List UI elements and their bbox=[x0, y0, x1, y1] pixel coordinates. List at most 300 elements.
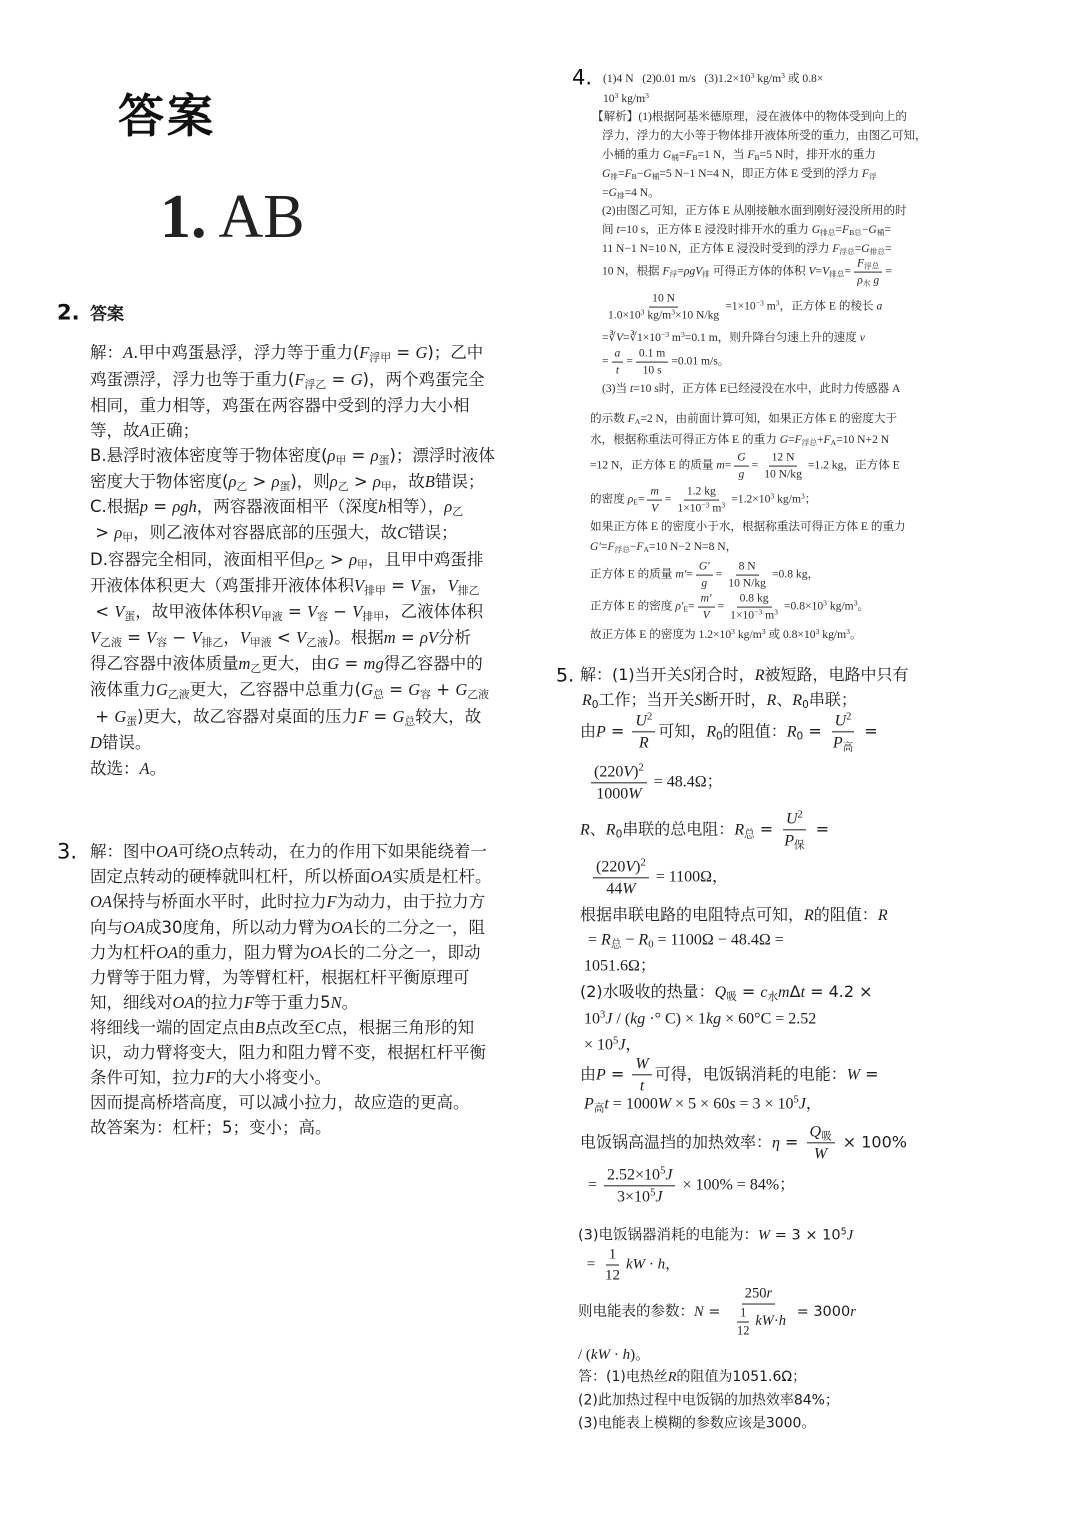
math-variable: R bbox=[792, 691, 803, 709]
solution-line bbox=[592, 110, 907, 124]
math-variable: OA bbox=[90, 892, 112, 912]
text-run: )；漂浮时液体 bbox=[389, 446, 495, 466]
math-variable: R bbox=[766, 691, 777, 709]
math-variable: F bbox=[205, 1068, 216, 1088]
superscript: 3 bbox=[846, 626, 850, 636]
math-variable: ρ bbox=[329, 472, 338, 492]
math-variable: V bbox=[410, 576, 421, 596]
fraction-denominator bbox=[636, 733, 652, 753]
text-run: 小桶的重力 bbox=[602, 148, 663, 162]
math-variable: c bbox=[760, 983, 768, 1001]
solution-line bbox=[590, 485, 816, 516]
text-run: (3)电能表上模糊的参数应该是3000。 bbox=[578, 1415, 816, 1432]
question-1-answer bbox=[160, 183, 305, 251]
solution-line bbox=[584, 1094, 822, 1113]
math-variable: P bbox=[596, 723, 606, 741]
text-run: kg/m bbox=[819, 628, 847, 642]
subscript: 桶 bbox=[671, 153, 679, 163]
text-run: = bbox=[626, 354, 633, 368]
text-run: =10 s时，正方体 E已经浸没在水中，此时力传感器 A bbox=[633, 382, 901, 396]
math-variable: V bbox=[295, 628, 307, 648]
math-variable: S bbox=[682, 666, 691, 684]
math-variable: G bbox=[392, 707, 405, 727]
math-variable: J bbox=[665, 1166, 673, 1184]
math-variable: J bbox=[846, 1227, 854, 1244]
subscript: 甲 bbox=[357, 558, 368, 572]
solution-line bbox=[90, 892, 485, 912]
superscript: −3 bbox=[660, 329, 670, 339]
text-run: (2)由图乙可知，正方体 E 从刚接触水面到刚好浸没所用的时 bbox=[602, 204, 907, 218]
solution-line bbox=[590, 540, 737, 554]
math-variable: G bbox=[455, 680, 468, 700]
math-variable: r bbox=[766, 1285, 773, 1302]
solution-line bbox=[90, 1093, 470, 1113]
text-run: / ( bbox=[578, 1347, 591, 1363]
math-variable: G bbox=[327, 654, 340, 674]
fraction-numerator bbox=[636, 347, 668, 363]
text-run: = bbox=[664, 492, 672, 506]
subscript: 吸 bbox=[821, 1131, 832, 1143]
text-run: .甲中鸡蛋悬浮，浮力等于重力( bbox=[133, 343, 360, 363]
text-run: (2)水吸收的热量： bbox=[580, 981, 715, 1001]
math-variable: P bbox=[596, 1066, 606, 1084]
subscript: 0 bbox=[796, 730, 804, 743]
math-variable: V bbox=[625, 858, 636, 876]
text-run: × 100% = 84%； bbox=[678, 1176, 796, 1194]
superscript: 3 bbox=[731, 626, 735, 636]
text-run: =10 s，正方体 E 浸没时排开水的重力 bbox=[619, 223, 812, 237]
fraction-denominator bbox=[602, 1266, 623, 1285]
text-run: 开液体体积更大（鸡蛋排开液体体积 bbox=[90, 576, 354, 596]
fraction-denominator bbox=[830, 733, 856, 753]
math-variable: kg bbox=[630, 1010, 646, 1028]
text-run: ) bbox=[635, 858, 641, 876]
fraction bbox=[830, 711, 856, 752]
subscript: 乙液 bbox=[306, 636, 328, 650]
text-run: = bbox=[724, 458, 732, 472]
fraction bbox=[636, 347, 668, 378]
text-run: × 100% bbox=[837, 1132, 907, 1152]
fraction bbox=[674, 485, 728, 516]
subscript: 乙液 bbox=[167, 688, 190, 702]
text-run: kg/m bbox=[774, 492, 801, 506]
fraction bbox=[632, 711, 655, 752]
text-run: × 60°C = 2.52 bbox=[721, 1010, 817, 1028]
math-variable: F bbox=[794, 433, 802, 447]
math-variable: G bbox=[156, 680, 168, 700]
superscript: 2 bbox=[646, 711, 653, 723]
text-run: > bbox=[90, 523, 115, 543]
subscript: 0 bbox=[716, 730, 723, 743]
text-run: 等，故 bbox=[90, 421, 140, 441]
math-variable: t bbox=[615, 363, 620, 377]
superscript: 2 bbox=[797, 809, 803, 821]
text-run: = bbox=[736, 981, 761, 1001]
text-run: 的阻值： bbox=[813, 904, 878, 924]
text-run: ； bbox=[804, 492, 817, 506]
text-run: =0.8 kg， bbox=[771, 567, 820, 581]
subscript: 总 bbox=[744, 828, 755, 841]
math-variable: G′ bbox=[590, 540, 601, 554]
fraction-numerator bbox=[604, 1165, 675, 1186]
math-variable: G bbox=[361, 680, 374, 700]
math-variable: h bbox=[778, 1313, 786, 1330]
subscript: B bbox=[692, 153, 698, 163]
text-run: ，乙液体体积 bbox=[384, 602, 484, 622]
superscript: 3 bbox=[781, 70, 785, 80]
text-run: (2)此加热过程中电饭锅的加热效率84%； bbox=[578, 1392, 839, 1409]
text-run: 电饭锅高温挡的加热效率： bbox=[580, 1132, 773, 1152]
text-run: = bbox=[605, 1064, 630, 1084]
math-variable: kg bbox=[706, 1010, 722, 1028]
text-run: 故答案为：杠杆；5；变小；高。 bbox=[90, 1118, 332, 1138]
text-run: 1 bbox=[740, 1305, 747, 1320]
fraction bbox=[725, 560, 769, 591]
subscript: 排总 bbox=[869, 247, 885, 257]
text-run: 根据串联电路的电阻特点可知， bbox=[580, 904, 805, 924]
text-run: 3×10 bbox=[617, 1188, 651, 1206]
superscript: 5 bbox=[793, 1094, 799, 1106]
math-variable: g bbox=[873, 273, 880, 287]
text-run: kg/m bbox=[734, 628, 762, 642]
math-variable: V bbox=[623, 763, 634, 781]
math-variable: A bbox=[139, 759, 150, 779]
text-run: = 48.4Ω； bbox=[649, 773, 723, 791]
solution-line bbox=[578, 1416, 815, 1433]
solution-line bbox=[90, 1068, 331, 1088]
solution-line bbox=[90, 1043, 486, 1063]
text-run: = 1000 bbox=[608, 1095, 658, 1113]
text-run: 10 N，根据 bbox=[602, 264, 663, 278]
subscript: 浮总 bbox=[614, 545, 630, 555]
fraction-numerator bbox=[647, 485, 661, 501]
math-variable: F bbox=[662, 264, 670, 278]
text-run: 的示数 bbox=[590, 412, 628, 426]
subscript: E bbox=[633, 497, 638, 507]
text-run: = bbox=[383, 680, 409, 700]
subscript: 水 bbox=[767, 991, 779, 1004]
text-run: 2.52×10 bbox=[607, 1166, 661, 1184]
math-variable: G bbox=[350, 370, 363, 390]
superscript: 3 bbox=[680, 329, 685, 339]
solution-line bbox=[582, 690, 857, 710]
fraction-denominator bbox=[605, 308, 722, 323]
text-run: 等于重力5 bbox=[254, 993, 331, 1013]
text-run: 的阻值为1051.6Ω； bbox=[676, 1369, 807, 1386]
math-variable: J bbox=[655, 1188, 663, 1206]
math-variable: R bbox=[877, 906, 888, 924]
text-run: =5 N−1 N=4 N，即正方体 E 受到的浮力 bbox=[659, 167, 862, 181]
superscript: 3 bbox=[815, 626, 820, 636]
solution-line bbox=[602, 129, 927, 143]
text-run: 【解析】(1)根据阿基米德原理，浸在液体中的物体受到向上的 bbox=[592, 110, 907, 124]
subscript: 容 bbox=[420, 688, 432, 702]
math-variable: G bbox=[861, 242, 870, 256]
text-run: + bbox=[816, 433, 824, 447]
fraction-denominator bbox=[603, 879, 638, 899]
math-variable: R bbox=[580, 821, 590, 839]
text-run: 被短路，电路中只有 bbox=[764, 664, 909, 684]
superscript: 3 bbox=[600, 1009, 606, 1021]
fraction-denominator bbox=[637, 1076, 647, 1096]
text-run: kg/m bbox=[826, 599, 854, 613]
text-run: 或 0.8× bbox=[784, 72, 824, 86]
math-variable: V bbox=[239, 628, 250, 648]
solution-line bbox=[90, 421, 199, 441]
subscript: B总 bbox=[849, 228, 862, 238]
question-number: 2. bbox=[57, 300, 80, 325]
math-variable: kW bbox=[625, 1256, 646, 1273]
subscript: 浮乙 bbox=[304, 378, 327, 392]
text-run: > bbox=[247, 472, 272, 492]
math-variable: W bbox=[657, 1095, 672, 1113]
superscript: −3 bbox=[701, 500, 710, 510]
solution-line bbox=[90, 472, 484, 492]
text-run: × 5 × 60 bbox=[671, 1095, 730, 1113]
solution-line bbox=[602, 204, 907, 218]
solution-line bbox=[90, 1118, 332, 1138]
text-run: =1.2×10 bbox=[731, 492, 771, 506]
text-run: 或 0.8×10 bbox=[765, 628, 816, 642]
solution-line bbox=[584, 930, 784, 949]
text-run: = bbox=[715, 567, 723, 581]
subscript: E bbox=[683, 604, 689, 614]
math-variable: R bbox=[667, 1370, 677, 1386]
text-run: 串联； bbox=[808, 689, 857, 709]
math-variable: J bbox=[618, 1036, 626, 1054]
text-run: 的阻值： bbox=[722, 721, 787, 741]
subscript: 蛋 bbox=[124, 610, 136, 624]
solution-line bbox=[578, 1227, 853, 1244]
math-variable: D bbox=[90, 733, 102, 753]
superscript: 3 bbox=[775, 298, 780, 308]
text-run: 为动力，由于拉力方 bbox=[336, 892, 486, 912]
solution-line bbox=[602, 223, 891, 237]
math-variable: J bbox=[798, 1095, 806, 1113]
text-run: 由 bbox=[580, 721, 597, 741]
superscript: 3 bbox=[774, 607, 778, 617]
text-run: 。 bbox=[849, 628, 862, 642]
question-number: 3. bbox=[57, 839, 78, 864]
solution-line bbox=[580, 809, 829, 850]
subscript: 甲 bbox=[335, 454, 347, 468]
text-run: 。 bbox=[341, 993, 359, 1013]
text-run: 则电能表的参数： bbox=[578, 1303, 694, 1320]
math-variable: OA bbox=[123, 918, 145, 938]
text-run: =5 N时，排开水的重力 bbox=[759, 148, 876, 162]
text-run: =4 N。 bbox=[624, 186, 660, 200]
text-run: 水，根据称重法可得正方体 E 的重力 bbox=[590, 433, 780, 447]
solution-line bbox=[584, 1009, 816, 1028]
text-run: 更大，乙容器中总重力( bbox=[189, 680, 362, 700]
math-variable: ρ bbox=[857, 273, 863, 287]
fraction-denominator bbox=[761, 467, 805, 482]
subscript: 桶 bbox=[876, 228, 885, 238]
text-run: ，两容器液面相平（深度 bbox=[196, 497, 379, 517]
math-variable: W bbox=[758, 1227, 771, 1244]
math-variable: F bbox=[861, 167, 869, 181]
subscript: 水 bbox=[862, 278, 871, 288]
fraction-denominator bbox=[727, 608, 781, 623]
text-run: = bbox=[618, 167, 625, 181]
solution-line bbox=[90, 497, 463, 517]
math-variable: h bbox=[657, 1256, 666, 1273]
subscript: 高 bbox=[593, 1103, 605, 1115]
text-run: 力臂等于阻力臂，为等臂杠杆，根据杠杆平衡原理可 bbox=[90, 968, 470, 988]
math-variable: ρ bbox=[370, 446, 379, 466]
text-run: ，正方体 E 的棱长 bbox=[779, 299, 877, 313]
subscript: 排 bbox=[616, 191, 625, 201]
text-run: )；乙中 bbox=[427, 343, 484, 363]
text-run: 1051.6Ω； bbox=[584, 957, 656, 975]
text-run: = bbox=[678, 148, 686, 162]
math-variable: G bbox=[608, 186, 617, 200]
solution-line bbox=[90, 733, 151, 753]
math-variable: G bbox=[643, 167, 652, 181]
text-run: = bbox=[148, 497, 173, 517]
math-variable: F bbox=[244, 993, 255, 1013]
text-run: = bbox=[859, 721, 878, 741]
text-run: 12 N bbox=[771, 450, 795, 464]
text-run: =1×10 bbox=[725, 299, 756, 313]
fraction-numerator bbox=[593, 857, 649, 878]
text-run: 鸡蛋漂浮，浮力也等于重力( bbox=[90, 370, 295, 390]
math-variable: V bbox=[447, 576, 458, 596]
text-run: = bbox=[754, 819, 779, 839]
fraction-numerator bbox=[632, 711, 655, 732]
text-run: 1.2 kg bbox=[686, 484, 716, 498]
solution-line bbox=[590, 433, 889, 447]
fraction-denominator bbox=[728, 1305, 789, 1339]
text-run: 10 N/kg bbox=[728, 576, 766, 590]
solution-line bbox=[602, 148, 876, 162]
math-variable: t bbox=[800, 983, 806, 1001]
text-run: 错误； bbox=[434, 472, 485, 492]
fraction bbox=[807, 1122, 835, 1163]
subscript: 乙 bbox=[337, 480, 349, 494]
math-variable: ρ bbox=[114, 523, 123, 543]
math-variable: P bbox=[832, 734, 843, 752]
solution-line bbox=[90, 654, 483, 674]
text-run: Δ bbox=[789, 981, 801, 1001]
text-run: = 3 × 10 bbox=[735, 1095, 794, 1113]
text-run: 的拉力 bbox=[194, 993, 244, 1013]
text-run: =0.1 m，则升降台匀速上升的速度 bbox=[684, 331, 860, 345]
math-variable: V bbox=[191, 628, 202, 648]
text-run: = bbox=[884, 242, 892, 256]
subscript: 桶 bbox=[651, 172, 660, 182]
text-run: 可知， bbox=[658, 721, 707, 741]
fraction-numerator bbox=[736, 560, 759, 576]
math-variable: F bbox=[359, 343, 370, 363]
superscript: 3 bbox=[770, 491, 775, 501]
subscript: 总 bbox=[610, 939, 622, 951]
math-variable: m bbox=[238, 654, 251, 674]
text-run: = bbox=[584, 1176, 602, 1194]
subscript: 浮 bbox=[669, 269, 678, 279]
math-variable: C bbox=[397, 523, 409, 543]
math-variable: p bbox=[139, 497, 149, 517]
fraction-denominator bbox=[613, 363, 622, 378]
text-run: 12 bbox=[737, 1323, 750, 1338]
math-variable: G bbox=[114, 707, 127, 727]
text-run: = bbox=[751, 458, 759, 472]
text-run: 250 bbox=[744, 1285, 767, 1302]
math-variable: Q bbox=[809, 1123, 822, 1141]
subscript: 排甲 bbox=[362, 610, 385, 624]
text-run: kg/m bbox=[644, 308, 672, 322]
subscript: 排总 bbox=[829, 269, 845, 279]
text-run: 10 s bbox=[642, 363, 662, 377]
fraction bbox=[604, 1165, 675, 1206]
text-run: ) bbox=[633, 763, 639, 781]
fraction-denominator bbox=[614, 1187, 665, 1207]
subscript: B bbox=[754, 153, 760, 163]
math-variable: OA bbox=[370, 867, 393, 887]
text-run: 液体重力 bbox=[90, 680, 156, 700]
text-run: 1000 bbox=[596, 785, 629, 803]
solution-line bbox=[602, 186, 660, 200]
solution-line bbox=[578, 1393, 839, 1410]
math-variable: m′ bbox=[675, 567, 687, 581]
superscript: 5 bbox=[660, 1165, 666, 1177]
text-run: )。根据 bbox=[327, 628, 384, 648]
text-run: 点转动，在力的作用下如果能绕着一 bbox=[222, 842, 487, 862]
text-run: 力为杠杆 bbox=[90, 943, 156, 963]
math-variable: V bbox=[808, 264, 816, 278]
solution-line bbox=[90, 867, 492, 887]
fraction bbox=[647, 485, 661, 516]
math-variable: V bbox=[702, 608, 710, 622]
math-variable: F bbox=[747, 148, 755, 162]
math-variable: G bbox=[662, 148, 672, 162]
text-run: = bbox=[788, 433, 795, 447]
solution-line bbox=[602, 382, 900, 396]
text-run: − bbox=[636, 167, 644, 181]
text-run: 44 bbox=[606, 880, 623, 898]
solution-line bbox=[90, 523, 458, 543]
text-run: 较大，故 bbox=[415, 707, 482, 727]
math-variable: OA bbox=[172, 993, 195, 1013]
subscript: 0 bbox=[802, 699, 809, 712]
text-run: )更大，故乙容器对桌面的压力 bbox=[137, 707, 359, 727]
text-run: kg/m bbox=[618, 92, 646, 106]
superscript: 3 bbox=[761, 626, 766, 636]
text-run: D.容器完全相同，液面相平但 bbox=[90, 550, 306, 570]
math-variable: ρ bbox=[444, 497, 453, 517]
text-run: = bbox=[854, 242, 862, 256]
math-variable: m bbox=[650, 484, 659, 498]
text-run: = bbox=[339, 654, 364, 674]
text-run: =0.8×10 bbox=[783, 599, 824, 613]
fraction-numerator bbox=[591, 762, 647, 783]
solution-line bbox=[590, 628, 862, 642]
subscript: 浮 bbox=[868, 172, 877, 182]
text-run: 浮力，浮力的大小等于物体排开液体所受的重力，由图乙可知， bbox=[602, 129, 927, 143]
subscript: 甲 bbox=[122, 531, 134, 545]
solution-line bbox=[578, 1369, 806, 1387]
math-variable: J bbox=[605, 1010, 613, 1028]
math-variable: F bbox=[636, 540, 644, 554]
text-run: =1 N，当 bbox=[697, 148, 748, 162]
text-run: + bbox=[431, 680, 456, 700]
math-variable: P bbox=[784, 832, 795, 850]
fraction-denominator bbox=[698, 576, 710, 591]
text-run: 断开时， bbox=[702, 689, 767, 709]
text-run: = bbox=[583, 1256, 599, 1273]
text-run: · bbox=[610, 1347, 623, 1363]
solution-line bbox=[90, 968, 470, 988]
